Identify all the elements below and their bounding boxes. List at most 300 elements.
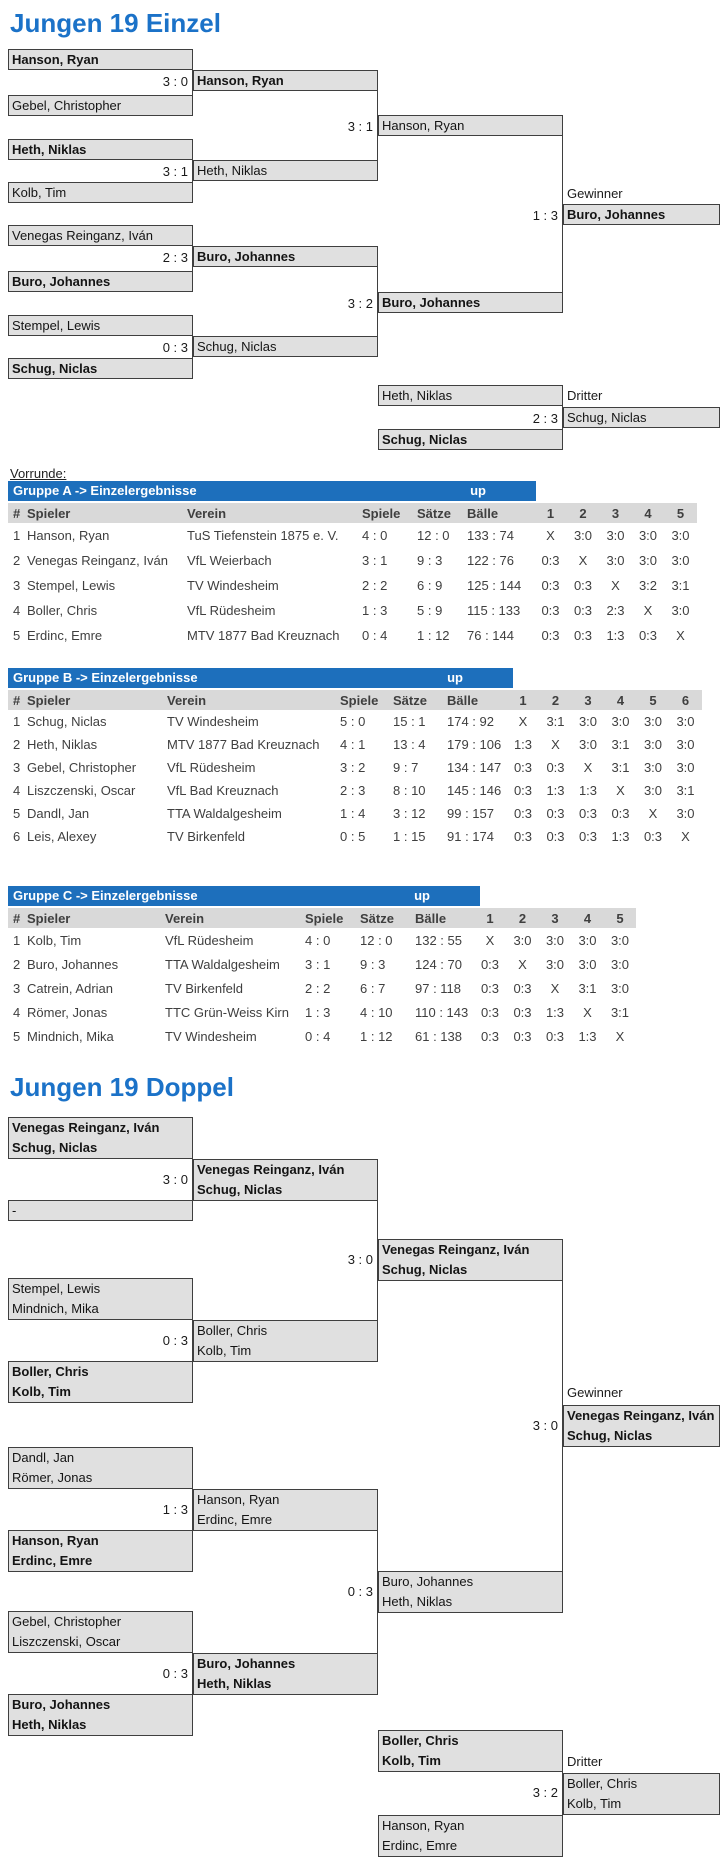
column-header: Verein bbox=[185, 503, 360, 523]
team-player-1: Boller, Chris bbox=[197, 1323, 268, 1338]
result-cell: 3:0 bbox=[611, 714, 630, 729]
team-player-1: Boller, Chris bbox=[567, 1776, 638, 1791]
column-header: 5 bbox=[604, 908, 636, 928]
stat-cell: 4 : 0 bbox=[305, 932, 331, 948]
rank-cell: 2 bbox=[13, 737, 21, 752]
stat-cell: 4 : 10 bbox=[360, 1004, 393, 1020]
team-player-1: Buro, Johannes bbox=[382, 1574, 474, 1589]
club-cell: VfL Weierbach bbox=[187, 553, 272, 568]
result-cell: 3:0 bbox=[676, 737, 695, 752]
bracket-box bbox=[378, 1571, 563, 1613]
team-player-1: Hanson, Ryan bbox=[197, 1492, 280, 1507]
result-cell: 0:3 bbox=[480, 956, 500, 972]
team-player-2: Kolb, Tim bbox=[382, 1753, 441, 1768]
column-header: Verein bbox=[163, 908, 303, 928]
table-row bbox=[8, 523, 697, 548]
column-header: 4 bbox=[632, 503, 664, 523]
group-title: Gruppe A -> Einzelergebnisse bbox=[13, 483, 197, 498]
result-cell: X bbox=[611, 578, 620, 593]
column-header: # bbox=[8, 690, 25, 710]
club-cell: TuS Tiefenstein 1875 e. V. bbox=[187, 528, 339, 543]
bracket-box bbox=[378, 1815, 563, 1857]
player-cell: Venegas Reinganz, Iván bbox=[27, 553, 168, 568]
club-cell: TV Windesheim bbox=[167, 714, 259, 729]
club-cell: VfL Bad Kreuznach bbox=[167, 783, 279, 798]
stat-cell: 3 : 1 bbox=[362, 553, 388, 568]
result-cell: 0:3 bbox=[573, 603, 593, 618]
column-header: 2 bbox=[506, 908, 539, 928]
result-cell: 3:0 bbox=[545, 956, 565, 972]
result-cell: 0:3 bbox=[573, 628, 593, 643]
bracket-box: Hanson, Ryan bbox=[193, 70, 378, 91]
team-player-1: Buro, Johannes bbox=[197, 1656, 296, 1671]
column-header: 3 bbox=[599, 503, 632, 523]
column-header: Spieler bbox=[25, 503, 185, 523]
column-header: # bbox=[8, 908, 25, 928]
player-cell: Dandl, Jan bbox=[27, 806, 90, 821]
player-cell: Römer, Jonas bbox=[27, 1004, 108, 1020]
team-player-1: Gebel, Christopher bbox=[12, 1614, 122, 1629]
column-header: 1 bbox=[507, 690, 539, 710]
result-cell: 0:3 bbox=[541, 553, 560, 568]
bracket-box: Heth, Niklas bbox=[193, 160, 378, 181]
bracket-connector bbox=[192, 1158, 193, 1201]
bye-box: - bbox=[8, 1200, 193, 1221]
team-player-2: Heth, Niklas bbox=[12, 1717, 87, 1732]
table-row bbox=[8, 598, 697, 623]
group-b-header-bar bbox=[8, 668, 513, 688]
club-cell: TTA Waldalgesheim bbox=[167, 806, 282, 821]
stat-cell: 122 : 76 bbox=[467, 553, 514, 568]
match-score: 0 : 3 bbox=[162, 1666, 188, 1681]
team-player-2: Erdinc, Emre bbox=[197, 1512, 273, 1527]
stat-cell: 125 : 144 bbox=[467, 578, 522, 593]
match-score: 0 : 3 bbox=[162, 340, 188, 355]
bracket-box bbox=[8, 1361, 193, 1403]
third-place-box: Schug, Niclas bbox=[563, 407, 720, 428]
bracket-box: Schug, Niclas bbox=[378, 429, 563, 450]
team-player-1: Venegas Reinganz, Iván bbox=[382, 1242, 530, 1257]
result-cell: 3:0 bbox=[671, 553, 690, 568]
column-header: Bälle bbox=[413, 908, 474, 928]
result-cell: 3:1 bbox=[578, 980, 597, 996]
result-cell: 0:3 bbox=[546, 760, 565, 775]
result-cell: 0:3 bbox=[541, 628, 560, 643]
club-cell: TV Birkenfeld bbox=[165, 980, 244, 996]
result-cell: 3:0 bbox=[578, 737, 598, 752]
result-cell: 0:3 bbox=[611, 806, 630, 821]
result-cell: 3:0 bbox=[643, 760, 663, 775]
bracket-connector bbox=[377, 1200, 378, 1320]
rank-cell: 1 bbox=[13, 528, 21, 543]
result-cell: 3:0 bbox=[606, 553, 625, 568]
result-cell: 0:3 bbox=[573, 578, 593, 593]
stat-cell: 1 : 3 bbox=[305, 1004, 331, 1020]
player-cell: Stempel, Lewis bbox=[27, 578, 116, 593]
column-header: 3 bbox=[572, 690, 604, 710]
team-player-2: Schug, Niclas bbox=[382, 1262, 468, 1277]
result-cell: 1:3 bbox=[606, 628, 625, 643]
stat-cell: 1 : 12 bbox=[360, 1028, 393, 1044]
result-cell: 3:0 bbox=[671, 603, 690, 618]
result-cell: 0:3 bbox=[541, 603, 560, 618]
bracket-connector bbox=[562, 1771, 563, 1815]
stat-cell: 91 : 174 bbox=[447, 829, 494, 844]
match-score: 3 : 2 bbox=[347, 296, 373, 311]
result-cell: 3:0 bbox=[610, 932, 630, 948]
bracket-connector bbox=[192, 335, 193, 358]
stat-cell: 6 : 9 bbox=[417, 578, 443, 593]
stat-cell: 9 : 7 bbox=[393, 760, 419, 775]
result-cell: X bbox=[616, 783, 625, 798]
stat-cell: 174 : 92 bbox=[447, 714, 494, 729]
column-header: Sätze bbox=[415, 503, 465, 523]
column-header: 4 bbox=[571, 908, 604, 928]
stat-cell: 0 : 4 bbox=[362, 628, 388, 643]
match-score: 3 : 0 bbox=[162, 1172, 188, 1187]
stat-cell: 99 : 157 bbox=[447, 806, 494, 821]
stat-cell: 3 : 1 bbox=[305, 956, 331, 972]
bracket-connector bbox=[192, 69, 193, 95]
stat-cell: 1 : 15 bbox=[393, 829, 426, 844]
third-place-box bbox=[563, 1773, 720, 1815]
stat-cell: 133 : 74 bbox=[467, 528, 514, 543]
result-cell: 3:0 bbox=[676, 806, 695, 821]
result-cell: 0:3 bbox=[643, 829, 663, 844]
match-score: 3 : 1 bbox=[162, 164, 188, 179]
result-cell: 3:1 bbox=[546, 714, 565, 729]
table-row bbox=[8, 976, 636, 1000]
rank-cell: 4 bbox=[13, 783, 21, 798]
rank-cell: 5 bbox=[13, 1028, 21, 1044]
club-cell: VfL Rüdesheim bbox=[167, 760, 256, 775]
column-header: 6 bbox=[669, 690, 702, 710]
stat-cell: 134 : 147 bbox=[447, 760, 502, 775]
column-header: Spieler bbox=[25, 908, 163, 928]
bracket-connector bbox=[192, 1488, 193, 1531]
bracket-box: Buro, Johannes bbox=[8, 271, 193, 292]
result-cell: 0:3 bbox=[480, 980, 500, 996]
match-score: 2 : 3 bbox=[162, 250, 188, 265]
result-cell: 0:3 bbox=[513, 783, 533, 798]
match-score: 1 : 3 bbox=[532, 208, 558, 223]
player-cell: Liszczenski, Oscar bbox=[27, 783, 136, 798]
team-player-2: Kolb, Tim bbox=[197, 1343, 252, 1358]
player-cell: Catrein, Adrian bbox=[27, 980, 113, 996]
rank-cell: 3 bbox=[13, 578, 21, 593]
club-cell: VfL Rüdesheim bbox=[165, 932, 254, 948]
dritter-label: Dritter bbox=[567, 388, 603, 403]
player-cell: Boller, Chris bbox=[27, 603, 98, 618]
group-a-table bbox=[8, 503, 697, 648]
player-cell: Heth, Niklas bbox=[27, 737, 98, 752]
bracket-box: Heth, Niklas bbox=[378, 385, 563, 406]
rank-cell: 3 bbox=[13, 760, 21, 775]
team-player-1: Hanson, Ryan bbox=[12, 1533, 99, 1548]
bracket-box bbox=[193, 1159, 378, 1201]
team-player-1: Boller, Chris bbox=[382, 1733, 459, 1748]
stat-cell: 4 : 0 bbox=[362, 528, 388, 543]
stat-cell: 76 : 144 bbox=[467, 628, 514, 643]
club-cell: TV Windesheim bbox=[187, 578, 279, 593]
column-header: 3 bbox=[539, 908, 571, 928]
match-score: 0 : 3 bbox=[162, 1333, 188, 1348]
bracket-box: Heth, Niklas bbox=[8, 139, 193, 160]
result-cell: 3:0 bbox=[578, 714, 598, 729]
team-player-1: Buro, Johannes bbox=[12, 1697, 111, 1712]
dritter-label: Dritter bbox=[567, 1754, 603, 1769]
bracket-box: Buro, Johannes bbox=[378, 292, 563, 313]
result-cell: 0:3 bbox=[513, 760, 533, 775]
result-cell: X bbox=[578, 553, 588, 568]
rank-cell: 6 bbox=[13, 829, 21, 844]
stat-cell: 8 : 10 bbox=[393, 783, 426, 798]
match-score: 0 : 3 bbox=[347, 1584, 373, 1599]
table-row bbox=[8, 802, 702, 825]
rank-cell: 2 bbox=[13, 956, 21, 972]
result-cell: 3:0 bbox=[573, 528, 593, 543]
result-cell: 0:3 bbox=[513, 829, 533, 844]
group-c-table bbox=[8, 908, 636, 1048]
result-cell: 3:1 bbox=[611, 737, 630, 752]
gewinner-label: Gewinner bbox=[567, 186, 623, 201]
player-cell: Kolb, Tim bbox=[27, 932, 82, 948]
match-score: 2 : 3 bbox=[532, 411, 558, 426]
table-row bbox=[8, 1024, 636, 1048]
player-cell: Gebel, Christopher bbox=[27, 760, 137, 775]
bracket-connector bbox=[192, 245, 193, 271]
up-link[interactable]: up bbox=[414, 888, 430, 903]
team-player-1: Boller, Chris bbox=[12, 1364, 89, 1379]
stat-cell: 1 : 3 bbox=[362, 603, 388, 618]
bracket-connector bbox=[377, 90, 378, 160]
stat-cell: 4 : 1 bbox=[340, 737, 366, 752]
bracket-box bbox=[8, 1447, 193, 1489]
result-cell: 3:0 bbox=[545, 932, 565, 948]
bracket-box bbox=[378, 1730, 563, 1772]
match-score: 3 : 2 bbox=[532, 1785, 558, 1800]
column-header: 1 bbox=[534, 503, 567, 523]
result-cell: 3:0 bbox=[643, 783, 663, 798]
column-header: 5 bbox=[664, 503, 697, 523]
bracket-box: Stempel, Lewis bbox=[8, 315, 193, 336]
table-row bbox=[8, 756, 702, 779]
vorrunde-label: Vorrunde: bbox=[10, 466, 67, 481]
result-cell: 3:1 bbox=[611, 760, 630, 775]
result-cell: 1:3 bbox=[546, 783, 565, 798]
column-header: 5 bbox=[637, 690, 669, 710]
team-player-1: Dandl, Jan bbox=[12, 1450, 75, 1465]
stat-cell: 15 : 1 bbox=[393, 714, 426, 729]
bracket-box: Kolb, Tim bbox=[8, 182, 193, 203]
bracket-box bbox=[378, 1239, 563, 1281]
team-player-1: Stempel, Lewis bbox=[12, 1281, 101, 1296]
team-player-2: Mindnich, Mika bbox=[12, 1301, 99, 1316]
result-cell: 0:3 bbox=[541, 578, 560, 593]
result-cell: 3:0 bbox=[606, 528, 625, 543]
player-cell: Mindnich, Mika bbox=[27, 1028, 114, 1044]
bracket-connector bbox=[192, 1319, 193, 1362]
stat-cell: 115 : 133 bbox=[467, 603, 521, 618]
table-row bbox=[8, 779, 702, 802]
result-cell: 0:3 bbox=[545, 1028, 565, 1044]
table-row bbox=[8, 825, 702, 848]
result-cell: 0:3 bbox=[578, 806, 598, 821]
result-cell: 3:0 bbox=[676, 714, 695, 729]
result-cell: 3:0 bbox=[610, 956, 630, 972]
result-cell: X bbox=[551, 737, 560, 752]
up-link[interactable]: up bbox=[447, 670, 463, 685]
table-row bbox=[8, 623, 697, 648]
result-cell: X bbox=[518, 714, 528, 729]
team-player-1: Venegas Reinganz, Iván bbox=[567, 1408, 715, 1423]
club-cell: TV Windesheim bbox=[165, 1028, 257, 1044]
result-cell: X bbox=[615, 1028, 625, 1044]
result-cell: 1:3 bbox=[578, 783, 598, 798]
player-cell: Schug, Niclas bbox=[27, 714, 107, 729]
result-cell: X bbox=[518, 956, 527, 972]
team-player-2: Erdinc, Emre bbox=[382, 1838, 458, 1853]
result-cell: 3:1 bbox=[610, 1004, 630, 1020]
match-score: 3 : 1 bbox=[347, 119, 373, 134]
result-cell: 0:3 bbox=[513, 980, 532, 996]
team-player-2: Kolb, Tim bbox=[567, 1796, 622, 1811]
group-title: Gruppe B -> Einzelergebnisse bbox=[13, 670, 198, 685]
result-cell: X bbox=[546, 528, 555, 543]
result-cell: 3:0 bbox=[638, 553, 658, 568]
club-cell: TV Birkenfeld bbox=[167, 829, 246, 844]
result-cell: 0:3 bbox=[480, 1028, 500, 1044]
club-cell: MTV 1877 Bad Kreuznach bbox=[167, 737, 320, 752]
player-cell: Leis, Alexey bbox=[27, 829, 97, 844]
bracket-box: Hanson, Ryan bbox=[8, 49, 193, 70]
group-title: Gruppe C -> Einzelergebnisse bbox=[13, 888, 198, 903]
stat-cell: 5 : 0 bbox=[340, 714, 366, 729]
match-score: 3 : 0 bbox=[162, 74, 188, 89]
team-player-1: Venegas Reinganz, Iván bbox=[12, 1120, 160, 1135]
result-cell: 3:0 bbox=[643, 714, 663, 729]
stat-cell: 9 : 3 bbox=[417, 553, 443, 568]
stat-cell: 124 : 70 bbox=[415, 956, 462, 972]
doubles-title: Jungen 19 Doppel bbox=[10, 1072, 234, 1102]
rank-cell: 4 bbox=[13, 603, 21, 618]
club-cell: TTA Waldalgesheim bbox=[165, 956, 280, 972]
bracket-connector bbox=[192, 1652, 193, 1695]
bracket-box: Gebel, Christopher bbox=[8, 95, 193, 116]
result-cell: X bbox=[583, 1004, 592, 1020]
team-player-2: Römer, Jonas bbox=[12, 1470, 93, 1485]
rank-cell: 4 bbox=[13, 1004, 21, 1020]
result-cell: X bbox=[583, 760, 593, 775]
result-cell: 0:3 bbox=[638, 628, 658, 643]
bracket-box bbox=[8, 1530, 193, 1572]
club-cell: MTV 1877 Bad Kreuznach bbox=[187, 628, 340, 643]
rank-cell: 3 bbox=[13, 980, 21, 996]
result-cell: 0:3 bbox=[546, 806, 565, 821]
stat-cell: 2 : 3 bbox=[340, 783, 366, 798]
bracket-box: Hanson, Ryan bbox=[378, 115, 563, 136]
table-row bbox=[8, 573, 697, 598]
bracket-connector bbox=[562, 405, 563, 429]
club-cell: TTC Grün-Weiss Kirn bbox=[165, 1004, 289, 1020]
rank-cell: 1 bbox=[13, 714, 21, 729]
group-c-header-bar bbox=[8, 886, 480, 906]
table-row bbox=[8, 1000, 636, 1024]
bracket-box: Venegas Reinganz, Iván bbox=[8, 225, 193, 246]
bracket-box: Schug, Niclas bbox=[193, 336, 378, 357]
stat-cell: 0 : 5 bbox=[340, 829, 366, 844]
column-header: 2 bbox=[567, 503, 599, 523]
stat-cell: 179 : 106 bbox=[447, 737, 502, 752]
group-a-header-bar bbox=[8, 481, 536, 501]
up-link[interactable]: up bbox=[470, 483, 486, 498]
bracket-box: Schug, Niclas bbox=[8, 358, 193, 379]
group-b-table bbox=[8, 690, 702, 848]
team-player-1: Venegas Reinganz, Iván bbox=[197, 1162, 345, 1177]
bracket-connector bbox=[377, 1530, 378, 1653]
stat-cell: 1 : 12 bbox=[417, 628, 450, 643]
match-score: 3 : 0 bbox=[347, 1252, 373, 1267]
bracket-connector bbox=[562, 1280, 563, 1571]
stat-cell: 13 : 4 bbox=[393, 737, 426, 752]
result-cell: 3:1 bbox=[676, 783, 695, 798]
bracket-box bbox=[8, 1611, 193, 1653]
result-cell: 3:0 bbox=[513, 932, 532, 948]
bracket-box bbox=[193, 1489, 378, 1531]
stat-cell: 3 : 12 bbox=[393, 806, 426, 821]
stat-cell: 132 : 55 bbox=[415, 932, 462, 948]
result-cell: 3:0 bbox=[638, 528, 658, 543]
column-header: Spieler bbox=[25, 690, 165, 710]
result-cell: 3:0 bbox=[671, 528, 690, 543]
column-header: 2 bbox=[539, 690, 572, 710]
team-player-2: Heth, Niklas bbox=[382, 1594, 453, 1609]
team-player-2: Heth, Niklas bbox=[197, 1676, 272, 1691]
rank-cell: 5 bbox=[13, 628, 21, 643]
column-header: Spiele bbox=[338, 690, 391, 710]
result-cell: 3:2 bbox=[638, 578, 658, 593]
bracket-box bbox=[193, 1320, 378, 1362]
result-cell: X bbox=[648, 806, 658, 821]
bracket-connector bbox=[377, 266, 378, 336]
singles-title: Jungen 19 Einzel bbox=[10, 8, 221, 38]
result-cell: 3:1 bbox=[671, 578, 690, 593]
club-cell: VfL Rüdesheim bbox=[187, 603, 276, 618]
bracket-box bbox=[193, 1653, 378, 1695]
stat-cell: 3 : 2 bbox=[340, 760, 366, 775]
stat-cell: 2 : 2 bbox=[305, 980, 331, 996]
bracket-box bbox=[8, 1278, 193, 1320]
result-cell: 1:3 bbox=[578, 1028, 597, 1044]
bracket-connector bbox=[192, 159, 193, 182]
result-cell: X bbox=[676, 628, 685, 643]
team-player-2: Erdinc, Emre bbox=[12, 1553, 93, 1568]
result-cell: 0:3 bbox=[513, 1028, 532, 1044]
result-cell: X bbox=[643, 603, 653, 618]
column-header: Bälle bbox=[465, 503, 534, 523]
winner-box: Buro, Johannes bbox=[563, 204, 720, 225]
column-header: Sätze bbox=[391, 690, 445, 710]
result-cell: 0:3 bbox=[546, 829, 565, 844]
bracket-box: Buro, Johannes bbox=[193, 246, 378, 267]
stat-cell: 5 : 9 bbox=[417, 603, 443, 618]
result-cell: 1:3 bbox=[545, 1004, 565, 1020]
column-header: 4 bbox=[604, 690, 637, 710]
column-header: Spiele bbox=[360, 503, 415, 523]
table-row bbox=[8, 733, 702, 756]
rank-cell: 1 bbox=[13, 932, 21, 948]
stat-cell: 1 : 4 bbox=[340, 806, 366, 821]
